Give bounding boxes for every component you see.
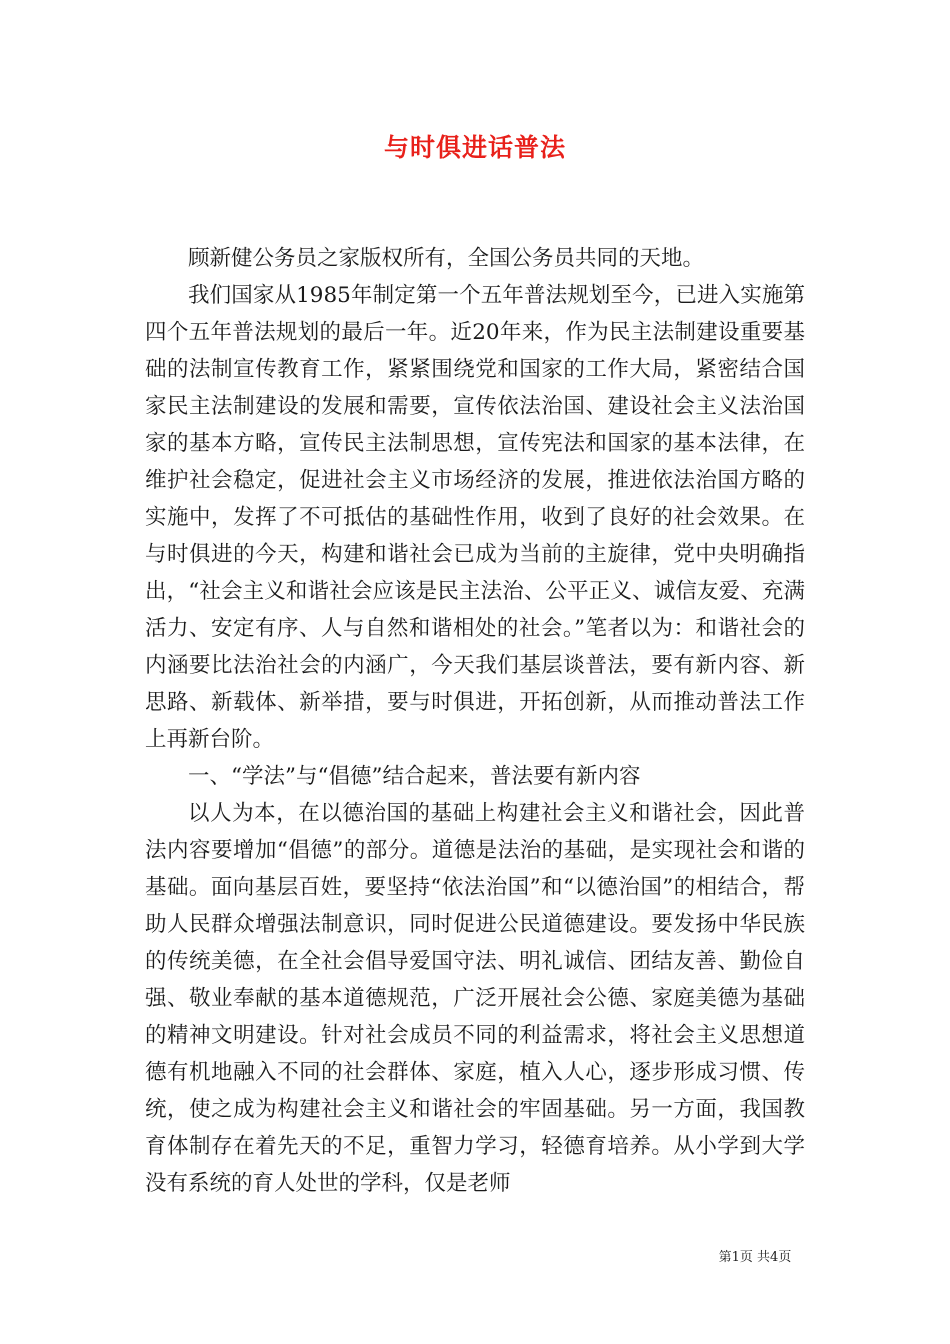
section-heading-1: 一、“学法”与“倡德”结合起来，普法要有新内容: [188, 764, 641, 789]
paragraph-section-1: 以人为本，在以德治国的基础上构建社会主义和谐社会，因此普法内容要增加“倡德”的部分。道德是法治的基础，是实现社会和谐的基础。面向基层百姓，要坚持“依法治国”和“以德治国”的相结合，帮助人民群众增强法制意识，同时促进公民道德建设。要发扬中华民族的传统美德，在全社会倡导爱国守法、明礼诚信、团结友善、勤俭自强、敬业奉献的基本道德规范，广泛开展社会公德、家庭美德为基础的精神文明建设。针对社会成员不同的利益需求，将社会主义思想道德有机地融入不同的社会群体、家庭，植入人心，逐步形成习惯、传统，使之成为构建社会主义和谐社会的牢固基础。另一方面，我国教育体制存在着先天的不足，重智力学习，轻德育培养。从小学到大学没有系统的育人处世的学科，仅是老师: [145, 801, 805, 1196]
paragraph-intro: 我们国家从1985年制定第一个五年普法规划至今，已进入实施第四个五年普法规划的最后一年。近20年来，作为民主法制建设重要基础的法制宣传教育工作，紧紧围绕党和国家的工作大局，紧密结合国家民主法制建设的发展和需要，宣传依法治国、建设社会主义法治国家的基本方略，宣传民主法制思想，宣传宪法和国家的基本法律，在维护社会稳定，促进社会主义市场经济的发展，推进依法治国方略的实施中，发挥了不可抵估的基础性作用，收到了良好的社会效果。在与时俱进的今天，构建和谐社会已成为当前的主旋律，党中央明确指出，“社会主义和谐社会应该是民主法治、公平正义、诚信友爱、充满活力、安定有序、人与自然和谐相处的社会。”笔者以为：和谐社会的内涵要比法治社会的内涵广，今天我们基层谈普法，要有新内容、新思路、新载体、新举措，要与时俱进，开拓创新，从而推动普法工作上再新台阶。: [145, 283, 805, 752]
document-title: 与时俱进话普法: [383, 133, 566, 162]
document-body: [145, 240, 805, 1202]
page-number-footer: 第1页 共4页: [718, 1250, 792, 1265]
paragraph-copyright: 顾新健公务员之家版权所有，全国公务员共同的天地。: [188, 246, 705, 271]
